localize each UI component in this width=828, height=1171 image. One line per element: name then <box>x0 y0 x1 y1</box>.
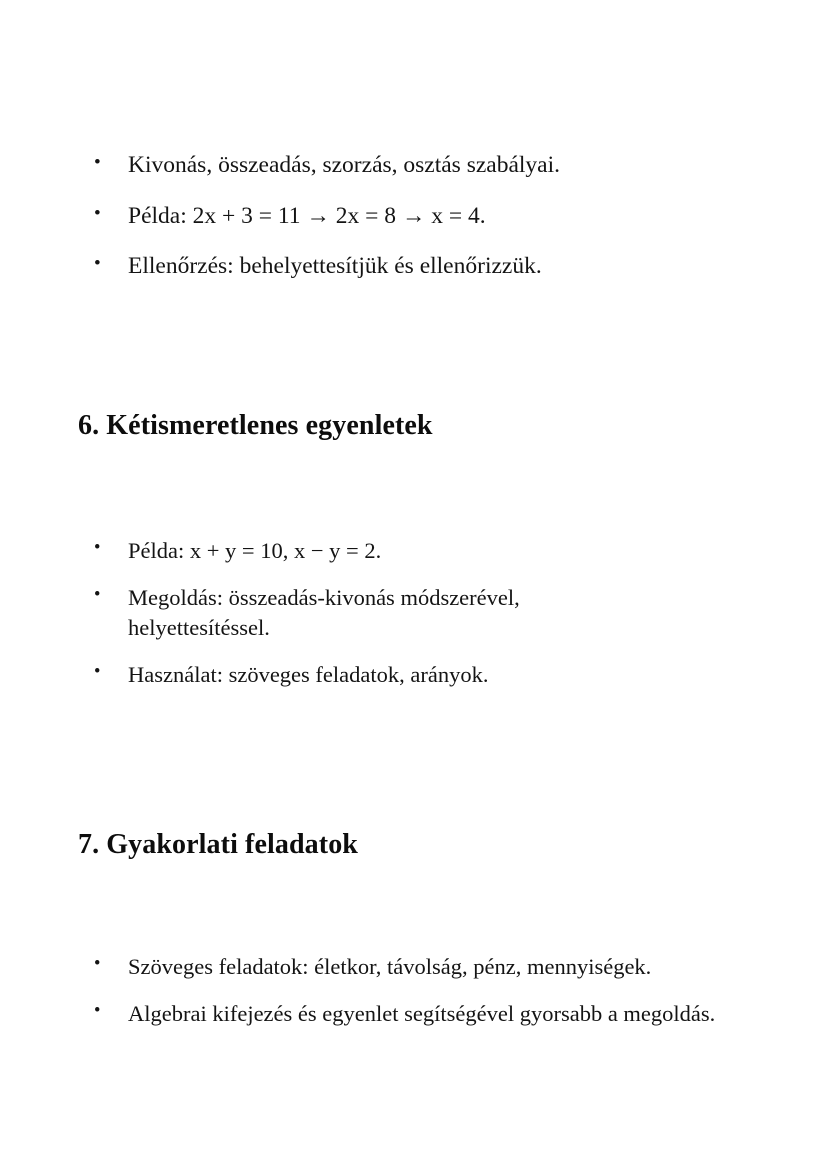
list-item <box>80 150 780 181</box>
list-item <box>80 999 780 1028</box>
list-item <box>80 583 740 642</box>
list-item-text: Használat: szöveges feladatok, arányok. <box>128 661 489 687</box>
list-item <box>80 660 740 689</box>
bullet-dot-icon: • <box>94 953 101 973</box>
list-item-text: Algebrai kifejezés és egyenlet segítségével gyorsabb a megoldás. <box>128 1001 716 1027</box>
bullet-dot-icon: • <box>94 152 101 173</box>
bullet-dot-icon: • <box>94 202 101 224</box>
list-item <box>80 251 780 282</box>
bullet-list-practical-tasks <box>80 952 780 1029</box>
list-item-text: Kivonás, összeadás, szorzás, osztás szabályai. <box>128 152 560 178</box>
list-item <box>80 536 740 565</box>
bullet-dot-icon: • <box>94 660 101 681</box>
bullet-dot-icon: • <box>94 253 101 275</box>
bullet-dot-icon: • <box>94 537 101 557</box>
list-item <box>80 952 780 981</box>
bullet-list-two-unknowns <box>80 536 740 689</box>
bullet-list-rules <box>80 150 780 282</box>
list-item-text: Ellenőrzés: behelyettesítjük és ellenőrizzük. <box>128 253 542 280</box>
list-item-text: Szöveges feladatok: életkor, távolság, pénz, mennyiségek. <box>128 954 652 979</box>
list-item <box>80 201 780 232</box>
list-item-text: Megoldás: összeadás-kivonás módszerével, helyettesítéssel. <box>128 585 520 640</box>
list-item-text: Példa: 2x + 3 = 11 → 2x = 8 → x = 4. <box>128 202 486 229</box>
section-heading-7: 7. Gyakorlati feladatok <box>78 829 358 860</box>
bullet-dot-icon: • <box>94 584 101 605</box>
bullet-dot-icon: • <box>94 1000 101 1021</box>
section-heading-6: 6. Kétismeretlenes egyenletek <box>78 410 433 441</box>
list-item-text: Példa: x + y = 10, x − y = 2. <box>128 538 382 563</box>
